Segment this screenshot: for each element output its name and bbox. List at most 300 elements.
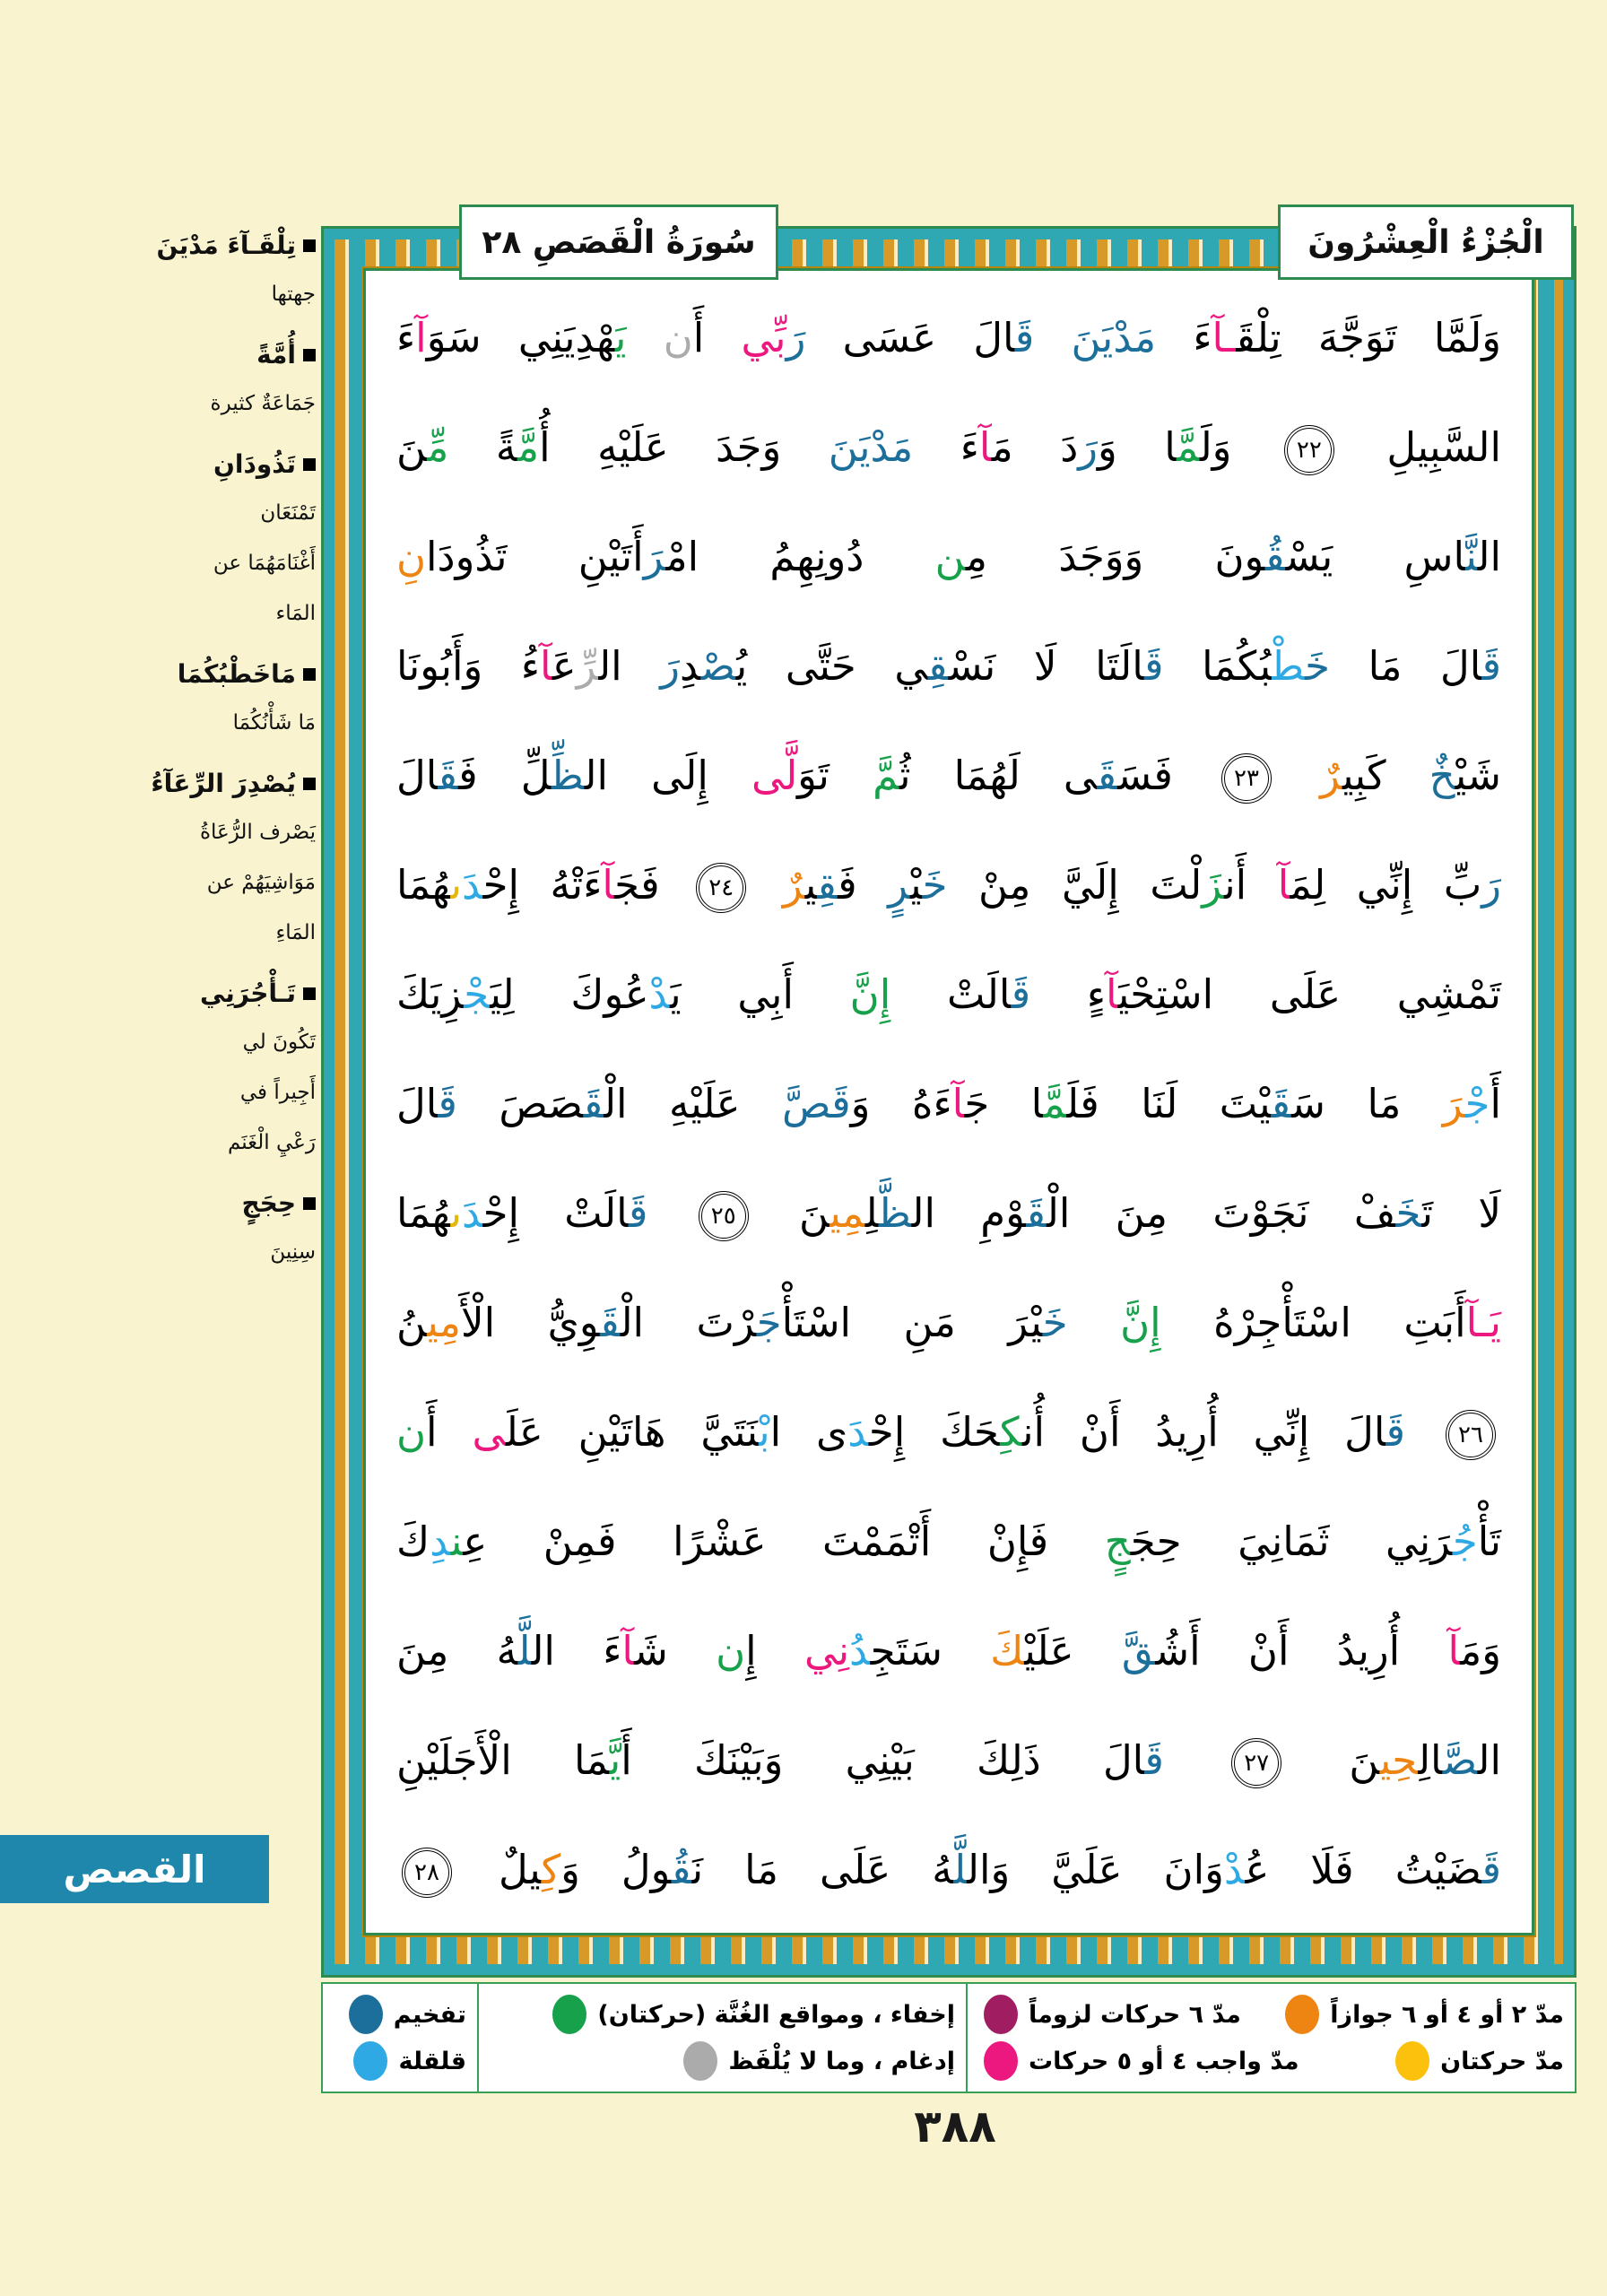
quran-text-segment: ضَيْتُ فَلَا عُ <box>1245 1846 1482 1893</box>
quran-text-segment: آ <box>540 642 552 690</box>
quran-text-segment: رِّ <box>576 642 599 690</box>
square-bullet-icon <box>303 349 316 361</box>
quran-text-segment: ن <box>450 1518 464 1565</box>
quran-text-segment: ال <box>1477 533 1501 580</box>
quran-text-segment: أَبِي يَ <box>670 970 850 1018</box>
quran-text-segment: ءَ <box>396 314 416 361</box>
legend-cell-ghunnah <box>477 1984 966 2092</box>
legend-entry <box>984 1995 1241 2034</box>
quran-line <box>396 613 1501 723</box>
margin-note-term <box>75 970 316 1017</box>
legend-row <box>978 2041 1564 2081</box>
quran-text-segment: تَأْ <box>1477 1518 1501 1565</box>
quran-text-segment: قَ <box>628 1189 648 1237</box>
quran-text-segment: قَ <box>583 1080 604 1127</box>
quran-text-segment: دَ <box>462 861 483 909</box>
quran-text-segment: جَ <box>756 1299 782 1346</box>
margin-note <box>75 970 316 1168</box>
quran-text-segment: أَن <box>1224 861 1278 909</box>
quran-lines <box>396 285 1501 1926</box>
quran-text-segment: مَّ <box>517 423 540 471</box>
legend-entry <box>1395 2041 1564 2081</box>
quran-text-segment: نَ <box>396 423 428 471</box>
legend-label: مدّ ٦ حركات لزوماً <box>1029 2000 1241 2029</box>
quran-text-segment: زَ <box>1202 861 1225 909</box>
quran-text-segment: كَبِي <box>1342 752 1429 799</box>
quran-text-segment: ونَ وَوَجَدَ مِ <box>965 533 1265 580</box>
legend-row <box>978 1995 1564 2034</box>
quran-text-segment: جْ <box>1464 1080 1490 1127</box>
quran-text-segment: بْ <box>759 1408 770 1456</box>
quran-text-segment <box>1277 752 1320 799</box>
margin-note-term <box>75 651 316 698</box>
quran-text-segment: ن <box>716 1627 746 1674</box>
margin-note-term <box>75 1180 316 1227</box>
quran-text-segment <box>647 1189 692 1237</box>
quran-text-segment: آ <box>602 861 615 909</box>
quran-text-segment: وَلَ <box>1199 423 1279 471</box>
margin-note <box>75 761 316 958</box>
quran-text-segment: دَ <box>462 1189 483 1237</box>
legend-cell-madd <box>966 1984 1575 2092</box>
quran-line <box>396 832 1501 942</box>
quran-text-segment: نُ <box>396 1299 428 1346</box>
quran-text-segment: نِي <box>804 1627 850 1674</box>
quran-text-segment: رَ <box>660 642 681 690</box>
quran-text-segment: خَ <box>922 861 948 909</box>
quran-line <box>396 1270 1501 1379</box>
margin-note-definition: مَا شَأْنُكُمَا <box>232 711 316 735</box>
quran-text-segment: قَ <box>438 752 459 799</box>
quran-text-segment: الَتَا لَا نَسْ <box>948 642 1144 690</box>
margin-note-definition: جهتها <box>271 283 316 306</box>
quran-text-segment: آ <box>1105 970 1118 1018</box>
quran-text-segment: خَ <box>1042 1299 1068 1346</box>
surah-title: سُورَةُ الْقَصَصِ ٢٨ <box>482 223 756 261</box>
quran-text-segment: عُوكَ لِيَ <box>490 970 649 1018</box>
quran-text-segment: مَّ <box>1176 423 1200 471</box>
margin-note <box>75 441 316 639</box>
margin-note-definition: جَمَاعَةٌ كثيرة <box>210 392 316 415</box>
margin-note-term-text: تَـأْجُرَنِي <box>199 978 296 1008</box>
quran-text-segment: وَجَدَ عَلَيْهِ أُ <box>539 423 829 471</box>
quran-text-segment: خَ <box>1395 1189 1422 1237</box>
margin-note-definition: أَجِيراً في <box>239 1081 316 1104</box>
quran-text-segment: ءٍ <box>1030 970 1106 1018</box>
margin-note-term-text: تِلْقَـآءَ مَدْيَنَ <box>156 230 296 260</box>
quran-text-segment: ي حَتَّى يُ <box>735 642 928 690</box>
legend-entry <box>683 2041 955 2081</box>
quran-text-segment: ولُ وَ <box>560 1846 672 1893</box>
page-number: ٣٨٨ <box>914 2100 996 2152</box>
quran-text-segment: ظَّ <box>878 1189 912 1237</box>
quran-text-segment: ى <box>450 861 462 909</box>
square-bullet-icon <box>303 1197 316 1210</box>
quran-text-segment: ءُ وَأَبُونَا <box>396 642 541 690</box>
quran-text-segment: يَ <box>614 314 664 361</box>
quran-text-segment: آ <box>415 314 427 361</box>
margin-note-definition: أَغْنَامَهُمَا عن <box>213 552 316 575</box>
quran-text-segment: ن <box>396 1408 427 1456</box>
quran-text-segment: ى <box>450 1189 462 1237</box>
quran-text-segment: وْمِ ال <box>911 1189 1027 1237</box>
legend-cell-tafkheem <box>323 1984 477 2092</box>
quran-text-segment: إِنَّ <box>1120 1299 1161 1346</box>
quran-text-segment: خَ <box>1305 642 1330 690</box>
quran-text-segment: لْتَ إِلَيَّ مِنْ <box>947 861 1203 909</box>
quran-text-segment: أَتَيْنِ تَذُودَا <box>426 533 644 580</box>
quran-text-segment: رَنِي ثَمَانِيَ حِجَ <box>1130 1518 1453 1565</box>
margin-note-term-text: حِجَجٍ <box>241 1188 296 1218</box>
quran-line <box>396 1051 1501 1161</box>
quran-text-segment: عَ <box>552 642 577 690</box>
quran-text-segment: صَصَ <box>456 1080 584 1127</box>
color-dot-icon <box>984 2041 1018 2081</box>
color-dot-icon <box>683 2041 717 2081</box>
color-dot-icon <box>353 2041 387 2081</box>
quran-text-segment: ءَ <box>1156 314 1212 361</box>
mushaf-frame <box>321 223 1577 1978</box>
quran-text-segment: قَصَّ <box>782 1080 851 1127</box>
verse-marker: ٢٦ <box>1446 1410 1496 1460</box>
quran-text-segment: جْ <box>464 970 491 1018</box>
margin-note-definition: رَعْيِ الْغَنَم <box>227 1131 316 1154</box>
quran-text-segment: يلٌ <box>457 1846 542 1893</box>
quran-text-segment <box>1164 1736 1226 1784</box>
color-dot-icon <box>1285 1995 1319 2034</box>
margin-note-term-text: أُمَّةً <box>256 340 296 370</box>
quran-text-segment: نَ <box>753 1189 830 1237</box>
quran-text-segment: ءَ <box>913 423 979 471</box>
quran-text-segment: يَّ <box>609 1736 621 1784</box>
legend-entry <box>353 2041 466 2081</box>
quran-text-segment: هُمَا <box>396 1189 451 1237</box>
quran-text-segment: فَجَ <box>614 861 691 909</box>
quran-text-segment: ا وَ <box>1098 423 1177 471</box>
quran-text-segment: ءَهُ وَ <box>850 1080 952 1127</box>
quran-text-segment: رٍ <box>888 861 911 909</box>
quran-text-segment: لَّ <box>953 1846 968 1893</box>
quran-line <box>396 1161 1501 1270</box>
quran-text-segment: قَ <box>1385 1408 1406 1456</box>
quran-text-segment: شَيْ <box>1455 752 1501 799</box>
quran-text-segment: وَمَ <box>1460 1627 1502 1674</box>
color-dot-icon <box>984 1995 1018 2034</box>
quran-text-segment: وَانَ عَلَيَّ وَال <box>967 1846 1224 1893</box>
quran-text-segment: زِيَكَ <box>396 970 465 1018</box>
quran-text-segment: قَ <box>1011 970 1031 1018</box>
quran-text-segment: يَـآ <box>1465 1299 1501 1346</box>
quran-text-segment: ى ا <box>769 1408 848 1456</box>
legend-label: مدّ حركتان <box>1440 2047 1564 2075</box>
quran-text-segment: ن <box>663 314 693 361</box>
legend-label: مدّ واجب ٤ أو ٥ حركات <box>1029 2047 1299 2075</box>
margin-note-term <box>75 332 316 378</box>
square-bullet-icon <box>303 458 316 471</box>
juz-title: الْجُزْءُ الْعِشْرُونَ <box>1307 223 1544 261</box>
quran-text-segment: الَتْ <box>890 970 1012 1018</box>
quran-text-segment: ال <box>1477 1736 1501 1784</box>
quran-text-segment: أَ <box>692 314 742 361</box>
quran-text-segment: آ <box>1277 861 1290 909</box>
quran-text-segment: فَسَ <box>1117 752 1216 799</box>
quran-text-area <box>363 268 1534 1935</box>
quran-text-segment: قَ <box>1026 1189 1047 1237</box>
quran-text-segment: تَمْشِي عَلَى اسْتِحْيَ <box>1117 970 1502 1018</box>
quran-text-segment <box>1068 1299 1120 1346</box>
square-bullet-icon <box>303 668 316 681</box>
quran-text-segment: الَ إِنِّي أُرِيدُ أَنْ أُن <box>1021 1408 1386 1456</box>
quran-text-segment: يْ <box>910 861 923 909</box>
color-dot-icon <box>1395 2041 1429 2081</box>
quran-text-segment <box>1034 314 1071 361</box>
quran-text-segment: بِّ إِنِّي لِمَ <box>1290 861 1482 909</box>
legend-entry <box>552 1995 955 2034</box>
quran-text-segment: هُ مِنَ <box>396 1627 518 1674</box>
quran-line <box>396 1708 1501 1817</box>
quran-text-segment: مَا الْأَجَلَيْنِ <box>396 1736 610 1784</box>
quran-line <box>396 285 1501 395</box>
margin-note-term <box>75 441 316 488</box>
quran-text-segment: كَ <box>990 1627 1025 1674</box>
quran-text-segment: وَلَمَّا تَوَجَّهَ تِلْقَ <box>1236 314 1502 361</box>
color-dot-icon <box>349 1995 383 2034</box>
quran-text-segment: نَ <box>1287 1736 1380 1784</box>
quran-text-segment: قِ <box>817 861 838 909</box>
quran-text-segment: رَ <box>1442 1080 1465 1127</box>
quran-text-segment: ى لَهُمَا ثُ <box>899 752 1098 799</box>
margin-note-definition: يَصْرف الرُّعَاةُ <box>199 821 316 844</box>
quran-text-segment: ـآ <box>1212 314 1237 361</box>
quran-text-segment: قَ <box>1143 642 1164 690</box>
quran-text-segment: مِي <box>830 1189 865 1237</box>
margin-note-definition: تَكُونَ لي <box>242 1031 316 1054</box>
quran-text-segment: لَّى <box>751 752 798 799</box>
verse-marker: ٢٥ <box>699 1191 749 1241</box>
verse-marker: ٢٨ <box>402 1848 452 1898</box>
quran-text-segment: حَكَ إِحْ <box>868 1408 1001 1456</box>
quran-text-segment: مِّ <box>427 423 449 471</box>
margin-note-term-text: مَاخَطْبُكُمَا <box>177 659 296 689</box>
quran-text-segment: دْ <box>648 970 671 1018</box>
quran-text-segment: ءَ ال <box>531 1627 622 1674</box>
quran-text-segment: فْ نَجَوْتَ مِنَ الْ <box>1047 1189 1396 1237</box>
quran-text-segment: يْرَ مَنِ اسْتَأْ <box>781 1299 1043 1346</box>
quran-text-segment: بِّي <box>741 314 786 361</box>
legend-label: تفخيم <box>393 2000 466 2029</box>
quran-text-segment: دُونِهِمُ امْ <box>665 533 935 580</box>
quran-text-segment: مِي <box>427 1299 461 1346</box>
quran-text-segment: عَلَيْ <box>1024 1627 1122 1674</box>
quran-text-segment: اسِ يَسْ <box>1285 533 1466 580</box>
quran-text-segment: الَ <box>396 1080 439 1127</box>
quran-text-segment: خٌ <box>1429 752 1455 799</box>
quran-text-segment: مَدْيَنَ <box>828 423 914 471</box>
margin-note <box>75 1180 316 1277</box>
legend-entry <box>349 1995 466 2034</box>
margin-note-definition: تَمْنَعَان <box>260 501 316 525</box>
quran-text-segment: ى <box>472 1408 506 1456</box>
quran-text-segment: إِلَى ال <box>584 752 751 799</box>
surah-title-box <box>459 204 778 280</box>
verse-marker: ٢٣ <box>1221 753 1272 804</box>
quran-text-segment: ا جَ <box>964 1080 1044 1127</box>
quran-text-segment: دْ <box>1223 1846 1246 1893</box>
quran-text-segment: بُكُمَا <box>1163 642 1273 690</box>
quran-text-segment: قُ <box>671 1846 692 1893</box>
quran-text-segment: الَ مَا <box>1329 642 1482 690</box>
square-bullet-icon <box>303 239 316 252</box>
quran-text-segment: دَ مَ <box>991 423 1079 471</box>
quran-text-segment: جٍ <box>1104 1518 1131 1565</box>
quran-text-segment: مَّ <box>873 752 900 799</box>
margin-note-term <box>75 761 316 807</box>
quran-text-segment: آ <box>978 423 992 471</box>
quran-text-segment: رْتَ الْ <box>620 1299 757 1346</box>
quran-text-segment: صَّ <box>1442 1736 1478 1784</box>
quran-text-segment: قَ <box>1097 752 1118 799</box>
margin-note <box>75 222 316 319</box>
margin-note-definition: مَوَاشِيَهُمْ عن <box>206 871 316 894</box>
quran-text-segment: هْدِيَنِي سَوَ <box>426 314 615 361</box>
quran-text-segment: رَ <box>1078 423 1098 471</box>
quran-text-segment: رٌ <box>782 861 805 909</box>
quran-text-segment: عَلَيْهِ الْ <box>604 1080 782 1127</box>
quran-text-segment: قَ <box>1481 1846 1501 1893</box>
quran-text-segment: ظِّ <box>551 752 585 799</box>
margin-note-term-text: يُصْدِرَ الرِّعَآءُ <box>151 769 296 798</box>
margin-notes <box>75 222 316 1290</box>
quran-text-segment: صْ <box>700 642 736 690</box>
quran-text-segment <box>751 861 783 909</box>
legend-row <box>490 2041 955 2081</box>
quran-text-segment: هُمَا <box>396 861 451 909</box>
quran-text-segment: إِ <box>745 1627 804 1674</box>
quran-text-segment: نَّ <box>1465 533 1478 580</box>
quran-text-segment: رَ <box>643 533 666 580</box>
quran-line <box>396 1489 1501 1598</box>
quran-text-segment: رٌ <box>1320 752 1342 799</box>
quran-text-segment: قَ <box>438 1080 457 1127</box>
quran-text-segment: دِ <box>430 1518 451 1565</box>
quran-text-segment: الَ <box>396 752 439 799</box>
frame-ornament <box>334 239 1563 1964</box>
quran-text-segment: ال <box>598 642 661 690</box>
quran-text-segment: آ <box>621 1627 635 1674</box>
legend-label: إدغام ، وما لا يُلْفَظ <box>728 2047 955 2075</box>
quran-text-segment: مَّ <box>1043 1080 1067 1127</box>
quran-text-segment: رَ <box>786 314 806 361</box>
quran-text-segment: الَتْ إِحْ <box>482 1189 629 1237</box>
margin-note-definition: المَاء <box>275 602 316 625</box>
quran-text-segment: قِ <box>927 642 949 690</box>
legend-row <box>490 1995 955 2034</box>
quran-text-segment: ي <box>804 861 818 909</box>
quran-text-segment: قَ <box>1271 1080 1292 1127</box>
margin-note-term-text: تَذُودَانِ <box>213 449 296 479</box>
quran-text-segment: نَتَيَّ هَاتَيْنِ عَلَ <box>506 1408 760 1456</box>
quran-text-segment: لَّ <box>517 1627 532 1674</box>
quran-text-segment: ن <box>934 533 966 580</box>
quran-text-segment: وِيُّ الْأَ <box>460 1299 601 1346</box>
quran-line <box>396 1598 1501 1708</box>
quran-line <box>396 723 1501 832</box>
quran-text-segment: قَ <box>1014 314 1035 361</box>
quran-text-segment: ةً <box>448 423 517 471</box>
quran-text-segment: آ <box>951 1080 965 1127</box>
quran-text-segment: تَوَ <box>797 752 873 799</box>
quran-text-segment: أَ <box>1490 1080 1501 1127</box>
verse-marker: ٢٤ <box>696 863 746 913</box>
margin-note-term <box>75 222 316 269</box>
quran-text-segment: نِ <box>396 533 427 580</box>
legend-label: مدّ ٢ أو ٤ أو ٦ جوازاً <box>1330 2000 1564 2029</box>
quran-text-segment: رَ <box>1481 861 1501 909</box>
legend-row <box>334 2041 466 2081</box>
quran-text-segment: هُ عَلَى مَا نَ <box>691 1846 954 1893</box>
legend-entry <box>1285 1995 1564 2034</box>
quran-text-segment: الَ عَسَى <box>805 314 1015 361</box>
quran-text-segment: الِ <box>1418 1736 1443 1784</box>
quran-line <box>396 1379 1501 1489</box>
quran-text-segment: الَ ذَلِكَ بَيْنِي وَبَيْنَكَ أَ <box>621 1736 1145 1784</box>
margin-note <box>75 651 316 748</box>
verse-marker: ٢٧ <box>1231 1738 1281 1788</box>
quran-line <box>396 504 1501 613</box>
quran-text-segment: السَّبِيلِ <box>1339 423 1501 471</box>
tajweed-legend <box>321 1982 1577 2093</box>
quran-text-segment: فَ <box>838 861 889 909</box>
color-dot-icon <box>552 1995 586 2034</box>
quran-text-segment: شَ <box>634 1627 717 1674</box>
quran-text-segment: أَبَتِ اسْتَأْجِرْهُ <box>1160 1299 1466 1346</box>
quran-text-segment: كَ <box>396 1518 430 1565</box>
quran-text-segment: دِ <box>680 642 701 690</box>
quran-line <box>396 1817 1501 1926</box>
surah-tab <box>0 1835 269 1903</box>
square-bullet-icon <box>303 987 316 1000</box>
quran-text-segment: لِ <box>864 1189 879 1237</box>
quran-text-segment: حِي <box>1379 1736 1419 1784</box>
margin-note <box>75 332 316 429</box>
quran-text-segment: قُ <box>1264 533 1286 580</box>
legend-row <box>334 1995 466 2034</box>
quran-text-segment: دُ <box>849 1627 871 1674</box>
quran-text-segment: إِنَّ <box>849 970 891 1018</box>
quran-text-segment: طْ <box>1272 642 1306 690</box>
quran-text-segment: كِ <box>1000 1408 1022 1456</box>
quran-text-segment: ءَتْهُ إِحْ <box>482 861 603 909</box>
quran-text-segment: سَتَجِ <box>870 1627 991 1674</box>
quran-text-segment: قَّ <box>1121 1627 1156 1674</box>
square-bullet-icon <box>303 778 316 790</box>
quran-text-segment: مَا سَ <box>1291 1080 1443 1127</box>
quran-text-segment: لِّ فَ <box>458 752 552 799</box>
quran-text-segment: يْتَ لَنَا فَلَ <box>1066 1080 1272 1127</box>
legend-label: إخفاء ، ومواقع الغُنَّة (حركتان) <box>597 2000 955 2029</box>
quran-text-segment: قَ <box>1481 642 1501 690</box>
legend-entry <box>984 2041 1299 2081</box>
quran-text-segment: قَ <box>1144 1736 1164 1784</box>
verse-marker: ٢٢ <box>1284 425 1334 475</box>
quran-text-segment: جُ <box>1452 1518 1478 1565</box>
quran-text-segment: أُرِيدُ أَنْ أَشُ <box>1155 1627 1448 1674</box>
quran-text-segment: أَ <box>426 1408 473 1456</box>
quran-text-segment: لَا تَ <box>1421 1189 1502 1237</box>
margin-note-definition: المَاءِ <box>275 921 316 944</box>
quran-text-segment: قَ <box>600 1299 621 1346</box>
quran-line <box>396 942 1501 1051</box>
